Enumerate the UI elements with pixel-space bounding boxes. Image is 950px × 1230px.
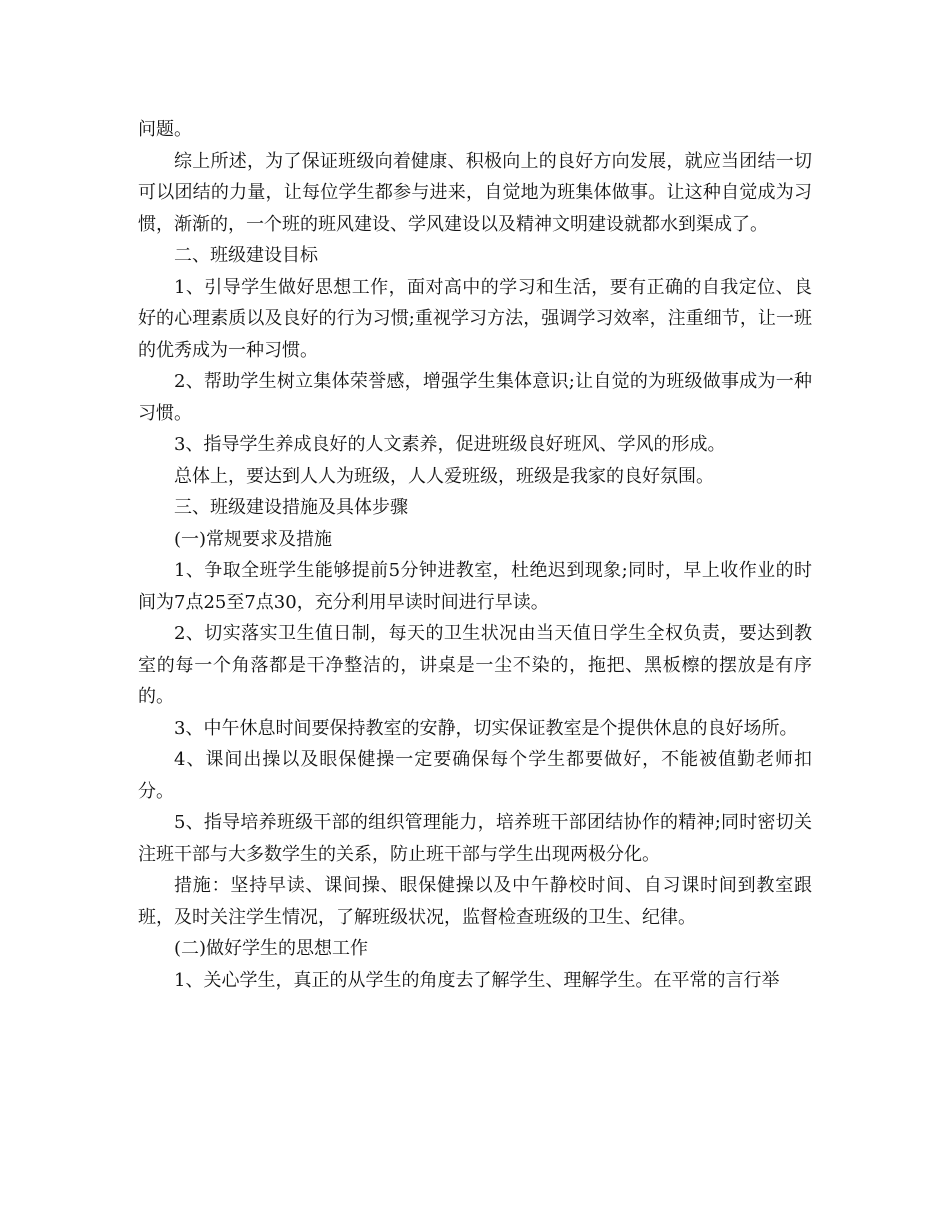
- section-heading-measures: 三、班级建设措施及具体步骤: [174, 497, 408, 518]
- paragraph-continuation: 问题。: [138, 119, 192, 140]
- paragraph-routine-4: 4、课间出操以及眼保健操一定要确保每个学生都要做好，不能被值勤老师扣分。: [138, 749, 812, 802]
- section-heading-goals: 二、班级建设目标: [174, 245, 318, 266]
- paragraph-routine-1: 1、争取全班学生能够提前5分钟进教室，杜绝迟到现象;同时，早上收作业的时间为7点25至7点30，充分利用早读时间进行早读。: [138, 560, 812, 613]
- paragraph-ideology-1: 1、关心学生，真正的从学生的角度去了解学生、理解学生。在平常的言行举: [174, 969, 780, 991]
- paragraph-routine-2: 2、切实落实卫生值日制，每天的卫生状况由当天值日学生全权负责，要达到教室的每一个角落都是干净整洁的，讲桌是一尘不染的，拖把、黑板檫的摆放是有序的。: [138, 623, 812, 707]
- paragraph-goal-3: 3、指导学生养成良好的人文素养，促进班级良好班风、学风的形成。: [174, 434, 726, 455]
- paragraph-routine-5: 5、指导培养班级干部的组织管理能力，培养班干部团结协作的精神;同时密切关注班干部与大多数学生的关系，防止班干部与学生出现两极分化。: [138, 812, 812, 865]
- paragraph-routine-3: 3、中午休息时间要保持教室的安静，切实保证教室是个提供休息的良好场所。: [174, 717, 798, 739]
- paragraph-summary: 综上所述，为了保证班级向着健康、积极向上的良好方向发展，就应当团结一切可以团结的力量，让每位学生都参与进来，自觉地为班集体做事。让这种自觉成为习惯，渐渐的，一个班的班风建设、学风建设以及精神文明建设就都水到渠成了。: [138, 150, 812, 235]
- subsection-heading-routine: (一)常规要求及措施: [174, 528, 333, 550]
- paragraph-goal-1: 1、引导学生做好思想工作，面对高中的学习和生活，要有正确的自我定位、良好的心理素质以及良好的行为习惯;重视学习方法，强调学习效率，注重细节，让一班的优秀成为一种习惯。: [138, 276, 812, 361]
- paragraph-goal-2: 2、帮助学生树立集体荣誉感，增强学生集体意识;让自觉的为班级做事成为一种习惯。: [138, 371, 812, 424]
- paragraph-routine-measures: 措施：坚持早读、课间操、眼保健操以及中午静校时间、自习课时间到教室跟班，及时关注学生情况，了解班级状况，监督检查班级的卫生、纪律。: [138, 875, 812, 928]
- subsection-heading-ideology: (二)做好学生的思想工作: [174, 938, 369, 959]
- paragraph-goal-overall: 总体上，要达到人人为班级，人人爱班级，班级是我家的良好氛围。: [174, 465, 714, 487]
